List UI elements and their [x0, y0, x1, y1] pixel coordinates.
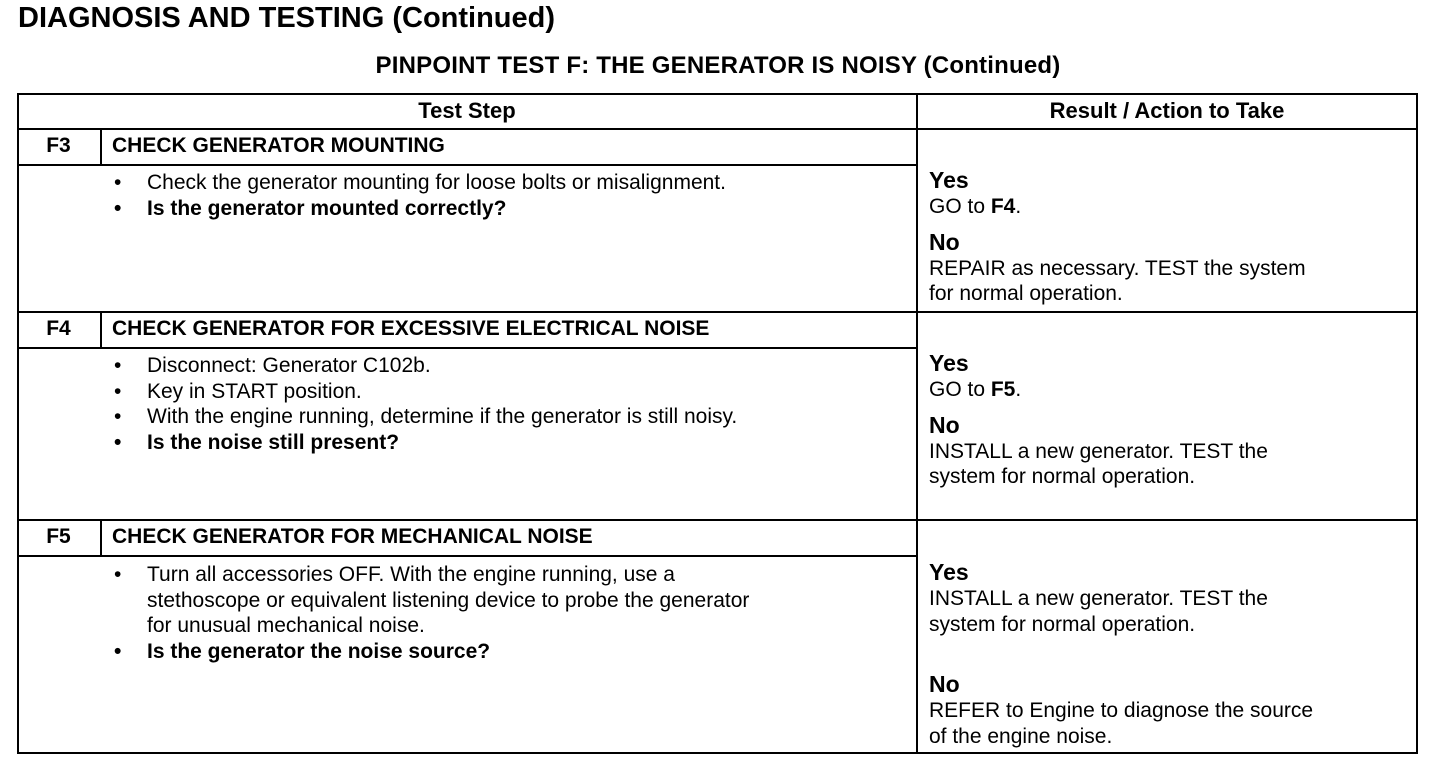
step-f3-instructions — [112, 170, 726, 221]
f3-title-divider — [17, 164, 917, 166]
step-question: • Is the generator the noise source? — [114, 639, 491, 663]
result-no-label: No — [929, 228, 960, 255]
step-id-f3: F3 — [46, 134, 71, 157]
pinpoint-test-table — [17, 93, 1418, 754]
result-yes-label: Yes — [929, 350, 969, 376]
result-no-label: No — [929, 411, 960, 438]
step-title-f4: CHECK GENERATOR FOR EXCESSIVE ELECTRICAL NOISE — [112, 317, 710, 340]
column-divider — [916, 93, 918, 754]
f4-title-divider — [17, 347, 917, 349]
step-f4-instructions — [112, 353, 737, 455]
result-f5 — [929, 559, 1313, 749]
result-yes-label: Yes — [929, 559, 969, 585]
step-id-f5: F5 — [46, 525, 71, 548]
result-yes-label: Yes — [929, 167, 969, 193]
list-item: • Key in START position. — [114, 379, 362, 403]
column-header-test-step: Test Step — [418, 98, 516, 123]
result-yes-text: GO to F5. — [929, 378, 1022, 401]
result-no-text: REFER to Engine to diagnose the source of the engine noise. — [929, 699, 1314, 748]
table-border-bottom — [17, 752, 1418, 754]
result-f4 — [929, 350, 1268, 490]
list-item: • Turn all accessories OFF. With the engine running, use a stethoscope or equivalent listening device to probe the generator for unusual mechanical noise. — [114, 563, 750, 637]
step-id-f4: F4 — [46, 317, 71, 340]
column-header-result: Result / Action to Take — [1049, 98, 1285, 123]
f5-id-divider — [100, 520, 102, 556]
result-f3 — [929, 167, 1306, 307]
list-item: • Check the generator mounting for loose bolts or misalignment. — [114, 171, 726, 194]
page-header: DIAGNOSIS AND TESTING (Continued) — [18, 2, 556, 34]
step-title-f3: CHECK GENERATOR MOUNTING — [112, 134, 445, 157]
step-title-f5: CHECK GENERATOR FOR MECHANICAL NOISE — [112, 525, 593, 548]
f3-id-divider — [100, 129, 102, 165]
table-border-right — [1416, 93, 1418, 754]
result-no-text: INSTALL a new generator. TEST the system for normal operation. — [929, 439, 1268, 488]
f4-id-divider — [100, 312, 102, 348]
result-yes-text: GO to F4. — [929, 195, 1022, 218]
f5-title-divider — [17, 555, 917, 557]
result-no-label: No — [929, 671, 960, 697]
result-yes-text: INSTALL a new generator. TEST the system for normal operation. — [929, 587, 1268, 636]
step-question: • Is the generator mounted correctly? — [114, 196, 507, 220]
list-item: • Disconnect: Generator C102b. — [114, 354, 431, 377]
step-question: • Is the noise still present? — [114, 430, 400, 454]
table-title: PINPOINT TEST F: THE GENERATOR IS NOISY (Continued) — [375, 52, 1061, 79]
result-no-text: REPAIR as necessary. TEST the system for normal operation. — [929, 256, 1306, 305]
list-item: • With the engine running, determine if the generator is still noisy. — [114, 405, 738, 428]
step-f5-instructions — [112, 562, 749, 664]
table-border-left — [17, 93, 19, 754]
